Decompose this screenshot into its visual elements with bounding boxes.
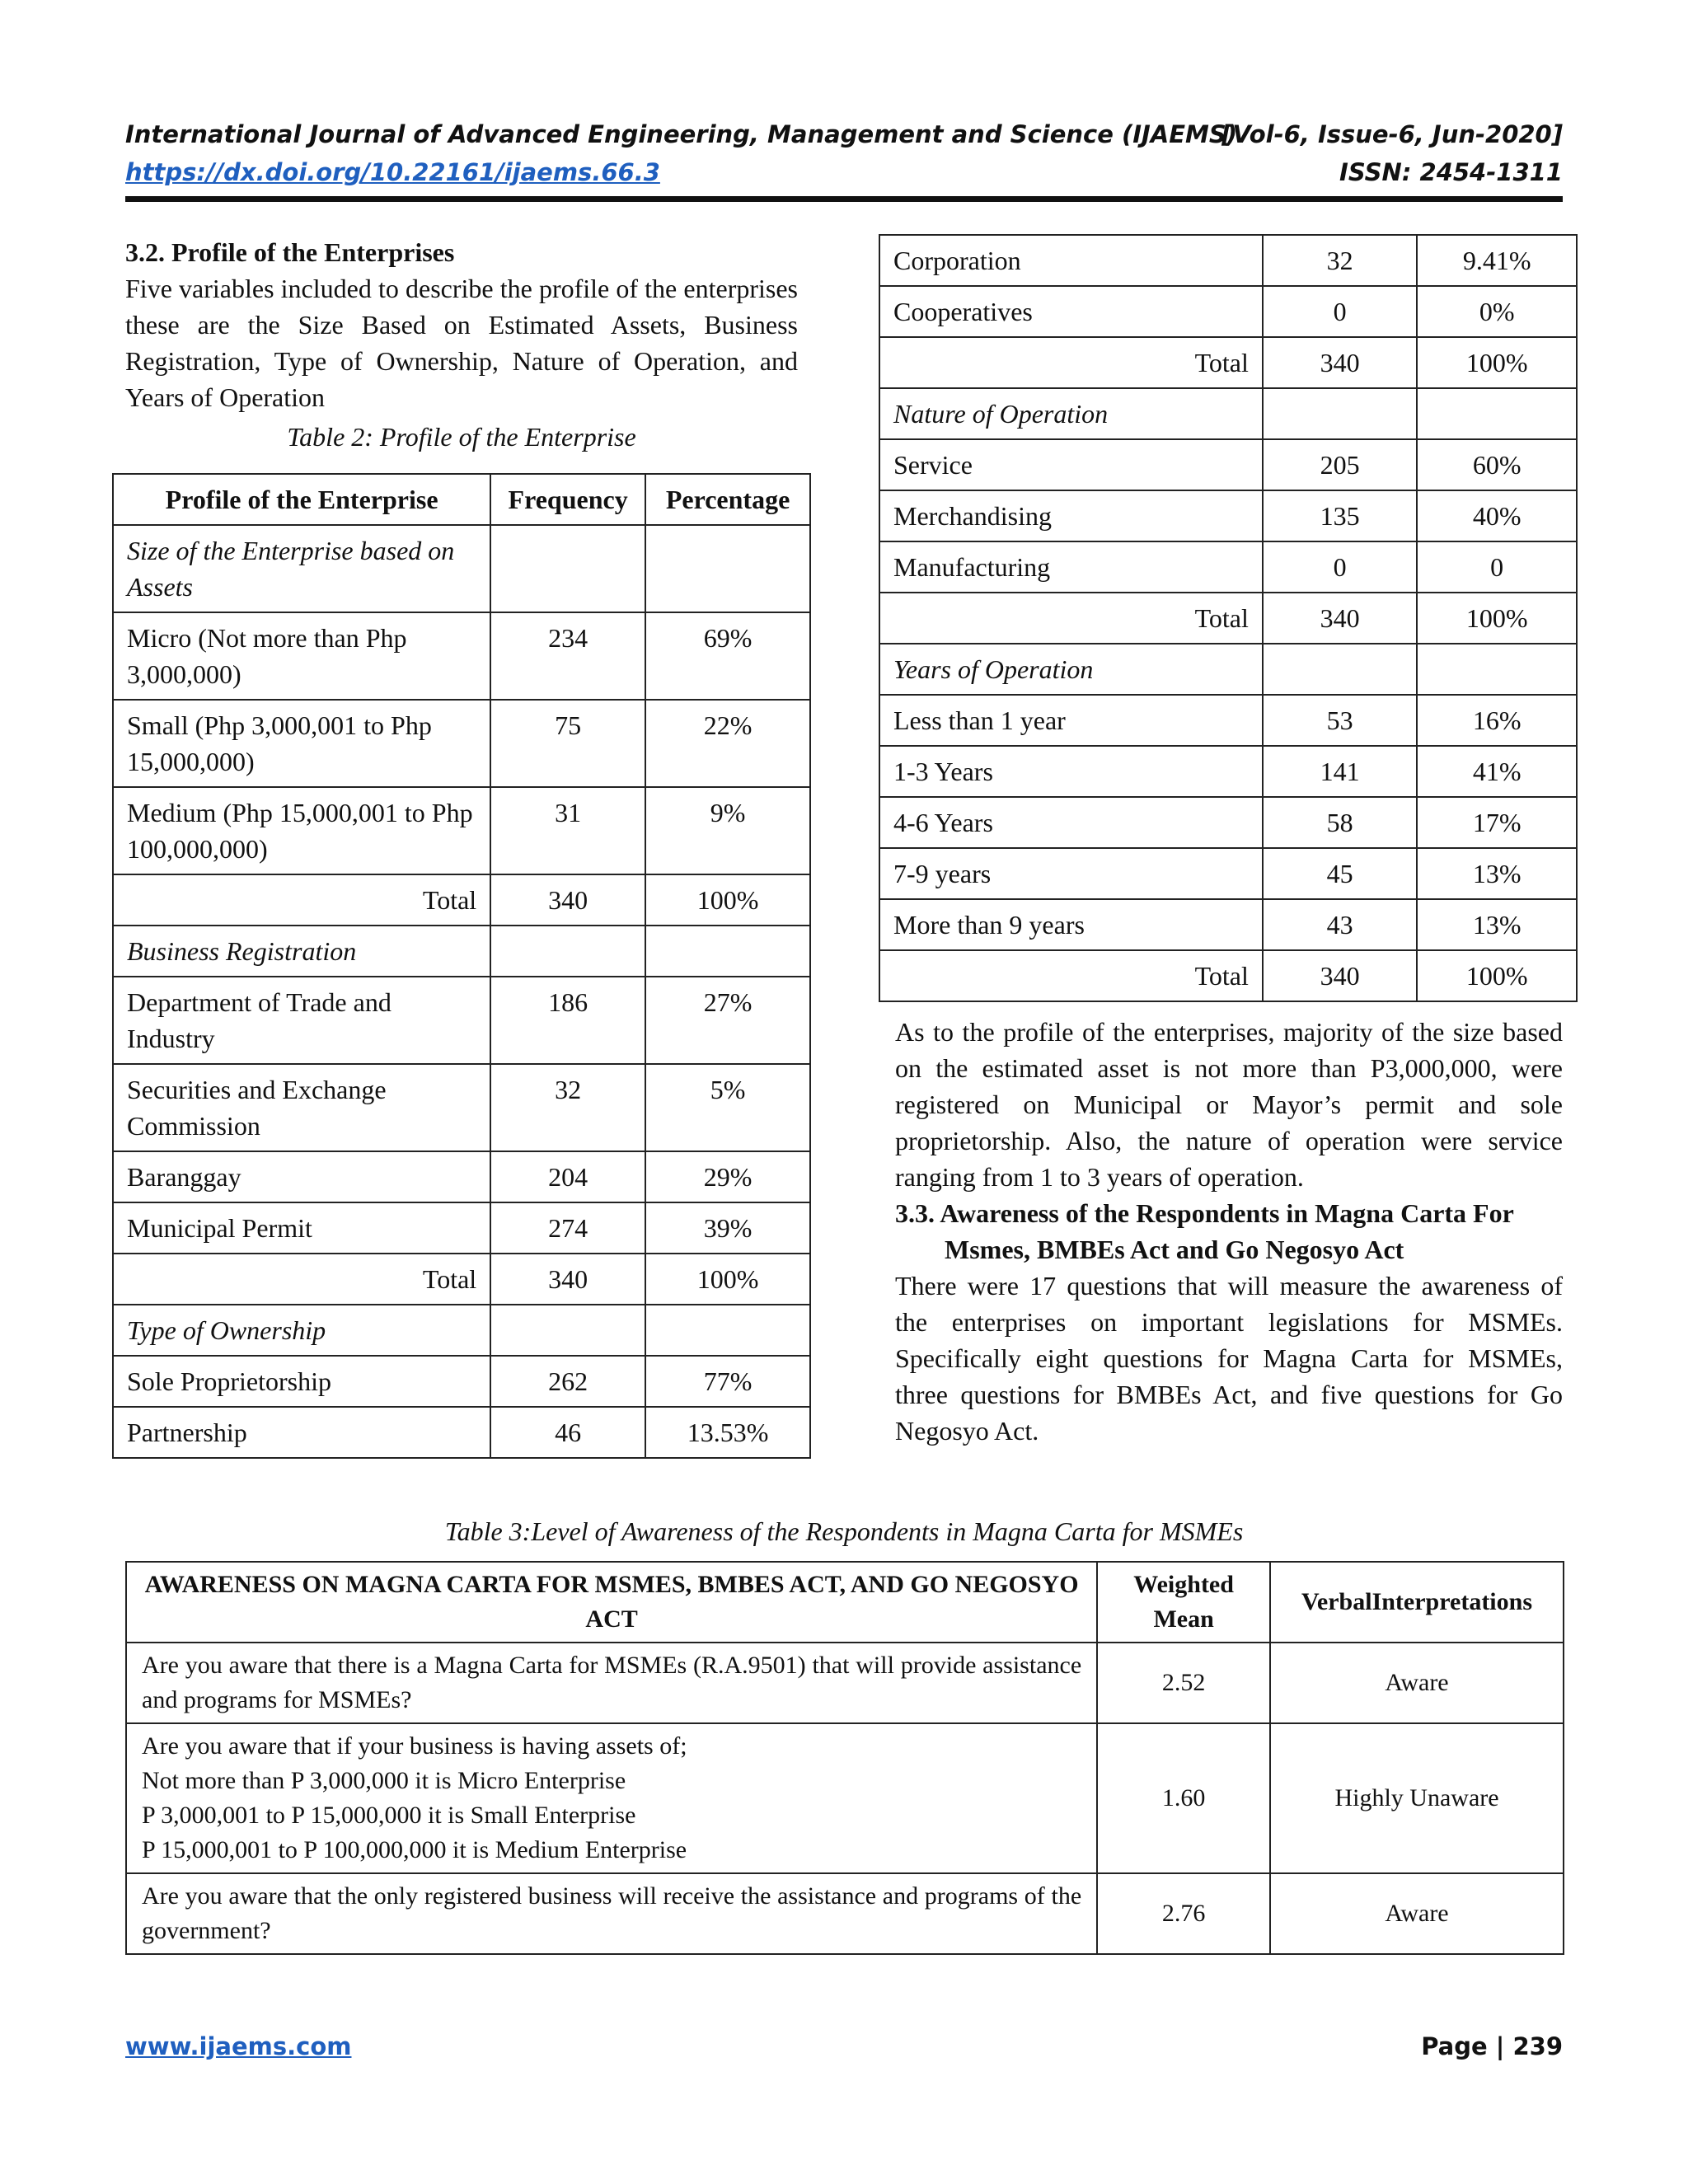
right-column bbox=[895, 1014, 1563, 1449]
row-frequency: 75 bbox=[490, 700, 645, 787]
row-frequency: 0 bbox=[1263, 541, 1417, 593]
table2-header-profile: Profile of the Enterprise bbox=[113, 474, 490, 525]
row-percentage: 69% bbox=[645, 612, 810, 700]
row-percentage: 17% bbox=[1417, 797, 1577, 848]
row-label: Cooperatives bbox=[879, 286, 1263, 337]
row-frequency bbox=[1263, 388, 1417, 439]
row-percentage bbox=[645, 525, 810, 612]
row-percentage: 9% bbox=[645, 787, 810, 874]
row-percentage: 100% bbox=[645, 874, 810, 926]
row-frequency: 141 bbox=[1263, 746, 1417, 797]
question-cell bbox=[126, 1873, 1097, 1954]
row-percentage: 100% bbox=[1417, 337, 1577, 388]
section-heading-3-3-line1: 3.3. Awareness of the Respondents in Magna Carta For bbox=[895, 1198, 1514, 1228]
table2-header-frequency: Frequency bbox=[490, 474, 645, 525]
row-percentage: 0 bbox=[1417, 541, 1577, 593]
row-label: Sole Proprietorship bbox=[113, 1356, 490, 1407]
row-frequency: 32 bbox=[1263, 235, 1417, 286]
table-row bbox=[113, 612, 810, 700]
table-row bbox=[879, 746, 1577, 797]
row-frequency: 204 bbox=[490, 1151, 645, 1202]
section-heading-3-2: 3.2. Profile of the Enterprises bbox=[125, 237, 455, 267]
row-label: Total bbox=[879, 950, 1263, 1001]
row-percentage bbox=[1417, 388, 1577, 439]
row-frequency: 274 bbox=[490, 1202, 645, 1254]
table2-part2 bbox=[879, 234, 1578, 1002]
table-row bbox=[879, 235, 1577, 286]
table2-part1 bbox=[112, 473, 811, 1459]
row-label: Type of Ownership bbox=[113, 1305, 490, 1356]
table-row bbox=[879, 899, 1577, 950]
row-frequency: 234 bbox=[490, 612, 645, 700]
table-group-row bbox=[113, 525, 810, 612]
page-footer bbox=[125, 2032, 1563, 2060]
row-percentage: 13% bbox=[1417, 899, 1577, 950]
table-group-row bbox=[879, 644, 1577, 695]
row-label: Department of Trade and Industry bbox=[113, 977, 490, 1064]
page-number: Page | 239 bbox=[1421, 2032, 1563, 2060]
interpretation-cell: Aware bbox=[1270, 1643, 1564, 1723]
row-label: 7-9 years bbox=[879, 848, 1263, 899]
profile-summary-paragraph: As to the profile of the enterprises, majority of the size based on the estimated asset is not more than P3,000,000, were registered on Municipal or Mayor’s permit and sole proprietorship. Also, the nature of operation were service ranging from 1 to 3 years of operation. bbox=[895, 1017, 1563, 1192]
row-label: Nature of Operation bbox=[879, 388, 1263, 439]
row-frequency bbox=[1263, 644, 1417, 695]
table-row bbox=[113, 977, 810, 1064]
issn: ISSN: 2454-1311 bbox=[1339, 158, 1563, 186]
table2-header-percentage: Percentage bbox=[645, 474, 810, 525]
question-cell bbox=[126, 1643, 1097, 1723]
question-line: P 3,000,001 to P 15,000,000 it is Small Enterprise bbox=[142, 1802, 636, 1829]
row-percentage: 22% bbox=[645, 700, 810, 787]
section-heading-3-3-line2: Msmes, BMBEs Act and Go Negosyo Act bbox=[945, 1235, 1404, 1264]
row-frequency: 45 bbox=[1263, 848, 1417, 899]
header-rule bbox=[125, 196, 1563, 202]
left-column bbox=[125, 234, 798, 455]
row-label: Total bbox=[879, 337, 1263, 388]
row-label: Merchandising bbox=[879, 490, 1263, 541]
journal-header bbox=[125, 120, 1563, 148]
table-row bbox=[879, 797, 1577, 848]
table-row bbox=[126, 1873, 1564, 1954]
row-percentage: 13.53% bbox=[645, 1407, 810, 1458]
question-line: Not more than P 3,000,000 it is Micro Enterprise bbox=[142, 1767, 626, 1794]
row-percentage: 100% bbox=[645, 1254, 810, 1305]
interpretation-cell: Aware bbox=[1270, 1873, 1564, 1954]
row-percentage bbox=[645, 1305, 810, 1356]
table3-caption: Table 3:Level of Awareness of the Respondents in Magna Carta for MSMEs bbox=[444, 1516, 1244, 1546]
row-label: Size of the Enterprise based on Assets bbox=[113, 525, 490, 612]
row-percentage bbox=[645, 926, 810, 977]
table-row bbox=[126, 1723, 1564, 1873]
row-frequency: 340 bbox=[490, 874, 645, 926]
row-label: Manufacturing bbox=[879, 541, 1263, 593]
row-percentage: 13% bbox=[1417, 848, 1577, 899]
row-frequency: 32 bbox=[490, 1064, 645, 1151]
table2-caption: Table 2: Profile of the Enterprise bbox=[287, 422, 636, 452]
row-frequency: 135 bbox=[1263, 490, 1417, 541]
row-label: Micro (Not more than Php 3,000,000) bbox=[113, 612, 490, 700]
row-label: Service bbox=[879, 439, 1263, 490]
interpretation-cell: Highly Unaware bbox=[1270, 1723, 1564, 1873]
table-row bbox=[113, 787, 810, 874]
table-row bbox=[879, 490, 1577, 541]
row-frequency: 46 bbox=[490, 1407, 645, 1458]
row-frequency: 58 bbox=[1263, 797, 1417, 848]
table-row bbox=[113, 1202, 810, 1254]
journal-subheader bbox=[125, 158, 1563, 186]
row-label: Business Registration bbox=[113, 926, 490, 977]
row-frequency: 0 bbox=[1263, 286, 1417, 337]
row-percentage: 100% bbox=[1417, 950, 1577, 1001]
weighted-mean-cell: 1.60 bbox=[1097, 1723, 1270, 1873]
row-frequency: 43 bbox=[1263, 899, 1417, 950]
volume-info: [Vol-6, Issue-6, Jun-2020] bbox=[1221, 120, 1563, 148]
row-frequency: 31 bbox=[490, 787, 645, 874]
table3-header-weighted-mean: Weighted Mean bbox=[1097, 1562, 1270, 1643]
table-row bbox=[113, 700, 810, 787]
table-group-row bbox=[879, 388, 1577, 439]
row-percentage: 77% bbox=[645, 1356, 810, 1407]
table-row bbox=[113, 1356, 810, 1407]
question-cell bbox=[126, 1723, 1097, 1873]
website-link[interactable]: www.ijaems.com bbox=[125, 2032, 352, 2060]
table-row bbox=[879, 848, 1577, 899]
row-percentage: 100% bbox=[1417, 593, 1577, 644]
row-label: Years of Operation bbox=[879, 644, 1263, 695]
journal-title: International Journal of Advanced Engineering, Management and Science (IJAEMS) bbox=[125, 120, 1238, 148]
row-label: Corporation bbox=[879, 235, 1263, 286]
row-frequency: 340 bbox=[490, 1254, 645, 1305]
row-label: 4-6 Years bbox=[879, 797, 1263, 848]
awareness-paragraph: There were 17 questions that will measure the awareness of the enterprises on important legislations for MSMEs. Specifically eight questions for Magna Carta for MSMEs, three questions for BMBEs Act, and five questions for Go Negosyo Act. bbox=[895, 1271, 1563, 1446]
table-row bbox=[126, 1643, 1564, 1723]
row-frequency: 340 bbox=[1263, 337, 1417, 388]
weighted-mean-cell: 2.52 bbox=[1097, 1643, 1270, 1723]
row-frequency bbox=[490, 926, 645, 977]
row-label: Medium (Php 15,000,001 to Php 100,000,000) bbox=[113, 787, 490, 874]
question-line: P 15,000,001 to P 100,000,000 it is Medium Enterprise bbox=[142, 1836, 687, 1863]
row-frequency bbox=[490, 1305, 645, 1356]
row-frequency: 186 bbox=[490, 977, 645, 1064]
row-percentage: 60% bbox=[1417, 439, 1577, 490]
row-label: Total bbox=[879, 593, 1263, 644]
weighted-mean-cell: 2.76 bbox=[1097, 1873, 1270, 1954]
row-label: Total bbox=[113, 1254, 490, 1305]
row-percentage: 27% bbox=[645, 977, 810, 1064]
row-frequency: 205 bbox=[1263, 439, 1417, 490]
row-frequency: 53 bbox=[1263, 695, 1417, 746]
row-percentage: 29% bbox=[645, 1151, 810, 1202]
table3 bbox=[125, 1561, 1564, 1955]
table-total-row bbox=[113, 1254, 810, 1305]
row-percentage: 39% bbox=[645, 1202, 810, 1254]
table3-header-interpretation: VerbalInterpretations bbox=[1270, 1562, 1564, 1643]
table-row bbox=[879, 541, 1577, 593]
row-label: Small (Php 3,000,001 to Php 15,000,000) bbox=[113, 700, 490, 787]
question-line: Are you aware that the only registered business will receive the assistance and programs of the government? bbox=[142, 1882, 1082, 1944]
table-total-row bbox=[879, 593, 1577, 644]
table-row bbox=[113, 1151, 810, 1202]
row-frequency: 340 bbox=[1263, 950, 1417, 1001]
table-total-row bbox=[113, 874, 810, 926]
row-label: Partnership bbox=[113, 1407, 490, 1458]
row-label: Securities and Exchange Commission bbox=[113, 1064, 490, 1151]
table-row bbox=[879, 286, 1577, 337]
table-total-row bbox=[879, 950, 1577, 1001]
table-group-row bbox=[113, 1305, 810, 1356]
table-group-row bbox=[113, 926, 810, 977]
table-row bbox=[113, 1064, 810, 1151]
row-frequency bbox=[490, 525, 645, 612]
row-frequency: 262 bbox=[490, 1356, 645, 1407]
row-percentage: 40% bbox=[1417, 490, 1577, 541]
table-total-row bbox=[879, 337, 1577, 388]
section-paragraph-3-2: Five variables included to describe the profile of the enterprises these are the Size Based on Estimated Assets, Business Registration, Type of Ownership, Nature of Operation, and Years of Operation bbox=[125, 274, 798, 412]
section-heading-3-3 bbox=[895, 1195, 1563, 1268]
row-percentage: 9.41% bbox=[1417, 235, 1577, 286]
table-row bbox=[879, 439, 1577, 490]
table3-header-awareness: AWARENESS ON MAGNA CARTA FOR MSMES, BMBES ACT, AND GO NEGOSYO ACT bbox=[126, 1562, 1097, 1643]
row-percentage: 41% bbox=[1417, 746, 1577, 797]
row-label: More than 9 years bbox=[879, 899, 1263, 950]
row-frequency: 340 bbox=[1263, 593, 1417, 644]
row-percentage: 16% bbox=[1417, 695, 1577, 746]
question-line: Are you aware that there is a Magna Carta for MSMEs (R.A.9501) that will provide assistance and programs for MSMEs? bbox=[142, 1652, 1082, 1713]
row-label: Municipal Permit bbox=[113, 1202, 490, 1254]
row-label: Baranggay bbox=[113, 1151, 490, 1202]
row-label: Total bbox=[113, 874, 490, 926]
table-row bbox=[113, 1407, 810, 1458]
table-row bbox=[879, 695, 1577, 746]
row-label: 1-3 Years bbox=[879, 746, 1263, 797]
row-percentage: 0% bbox=[1417, 286, 1577, 337]
row-label: Less than 1 year bbox=[879, 695, 1263, 746]
row-percentage bbox=[1417, 644, 1577, 695]
doi-link[interactable]: https://dx.doi.org/10.22161/ijaems.66.3 bbox=[125, 158, 660, 186]
question-line: Are you aware that if your business is having assets of; bbox=[142, 1732, 687, 1760]
row-percentage: 5% bbox=[645, 1064, 810, 1151]
